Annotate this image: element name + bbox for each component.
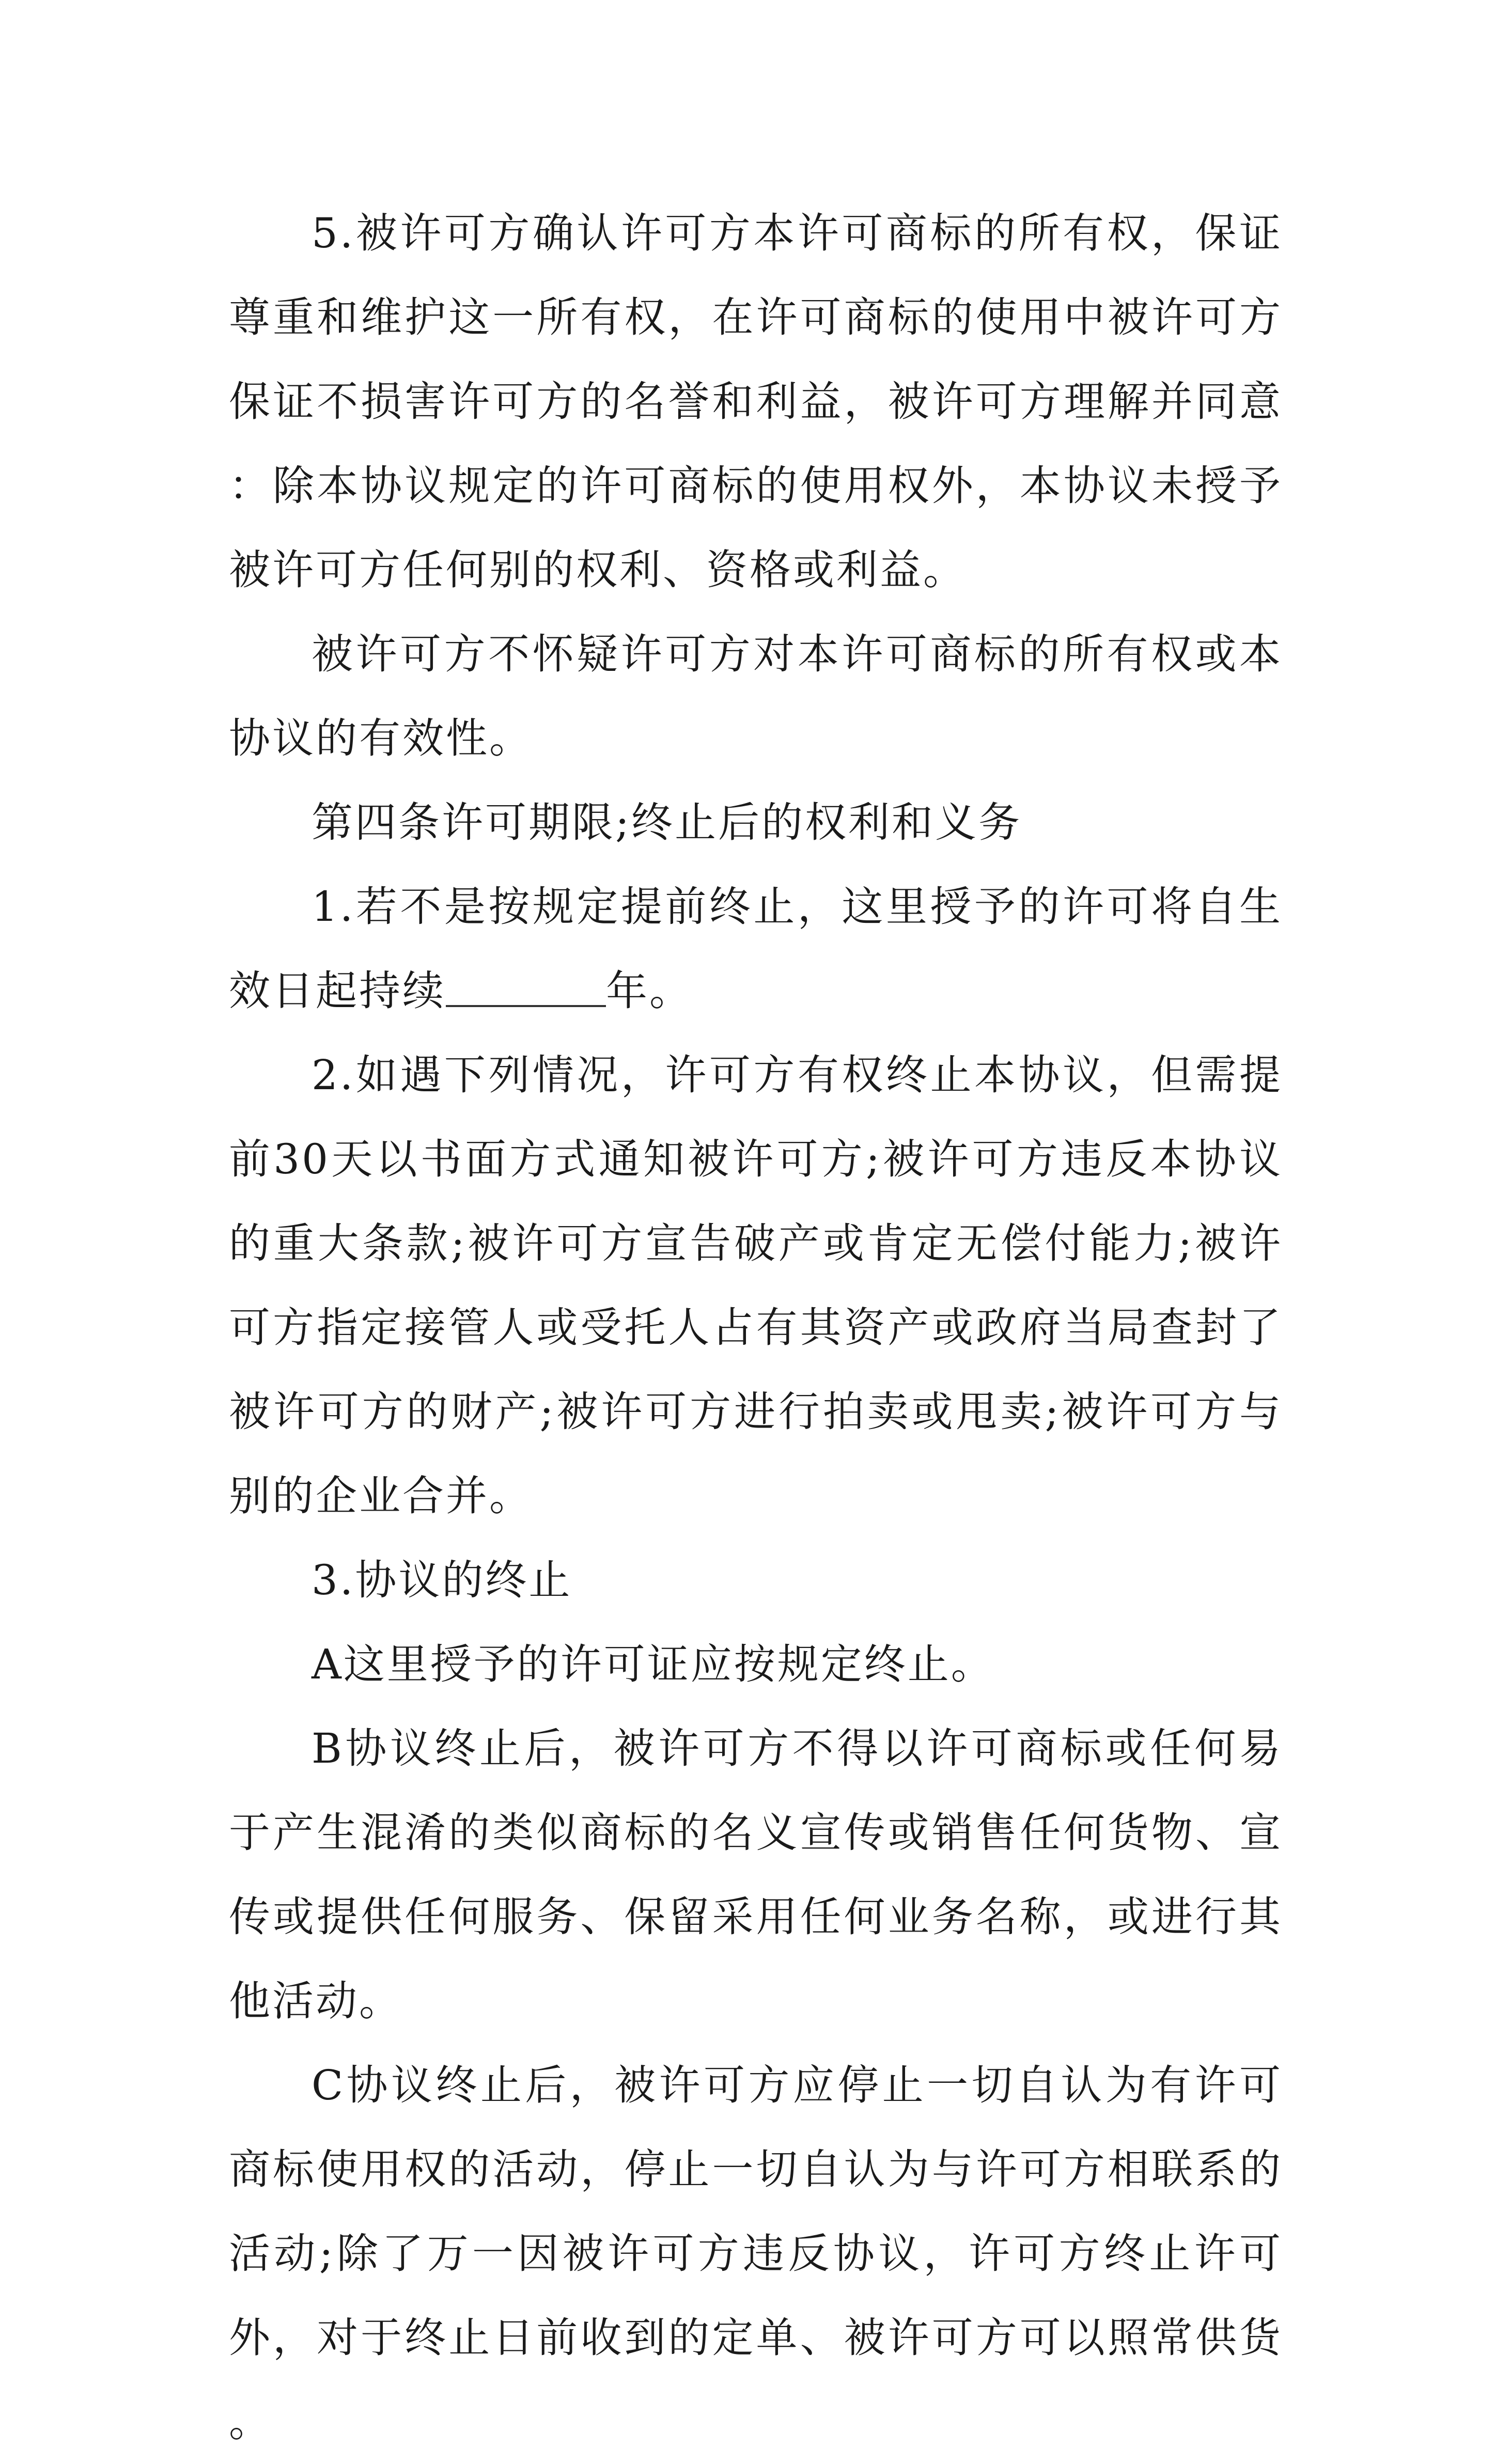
fill-in-blank xyxy=(446,974,606,1007)
paragraph-clause-c: C协议终止后，被许可方应停止一切自认为有许可商标使用权的活动，停止一切自认为与许可方相联系的活动;除了万一因被许可方违反协议，许可方终止许可外，对于终止日前收到的定单、被许可方可以照常供货。 xyxy=(229,2061,1283,2446)
license-term-text: 1.若不是按规定提前终止，这里授予的许可将自生效日起持续 xyxy=(229,883,1283,1015)
paragraph-no-dispute: 被许可方不怀疑许可方对本许可商标的所有权或本协议的有效性。 xyxy=(229,630,1283,762)
license-term-unit: 年。 xyxy=(606,967,693,1015)
document-body xyxy=(229,191,1283,2464)
paragraph-trademark-ownership: 5.被许可方确认许可方本许可商标的所有权，保证尊重和维护这一所有权，在许可商标的使用中被许可方保证不损害许可方的名誉和利益，被许可方理解并同意：除本协议规定的许可商标的使用权外，本协议未授予被许可方任何别的权利、资格或利益。 xyxy=(229,209,1283,594)
paragraph-license-term xyxy=(229,865,1283,1033)
paragraph-clause-a: A这里授予的许可证应按规定终止。 xyxy=(312,1640,994,1688)
paragraph-clause-b: B协议终止后，被许可方不得以许可商标或任何易于产生混淆的类似商标的名义宣传或销售任何货物、宣传或提供任何服务、保留采用任何业务名称，或进行其他活动。 xyxy=(229,1724,1283,2025)
section-heading-article-4: 第四条许可期限;终止后的权利和义务 xyxy=(312,798,1022,846)
paragraph-termination-heading: 3.协议的终止 xyxy=(312,1556,572,1604)
paragraph-termination-conditions: 2.如遇下列情况，许可方有权终止本协议，但需提前30天以书面方式通知被许可方;被许可方违反本协议的重大条款;被许可方宣告破产或肯定无偿付能力;被许可方指定接管人或受托人占有其资产或政府当局查封了被许可方的财产;被许可方进行拍卖或甩卖;被许可方与别的企业合并。 xyxy=(229,1051,1283,1520)
